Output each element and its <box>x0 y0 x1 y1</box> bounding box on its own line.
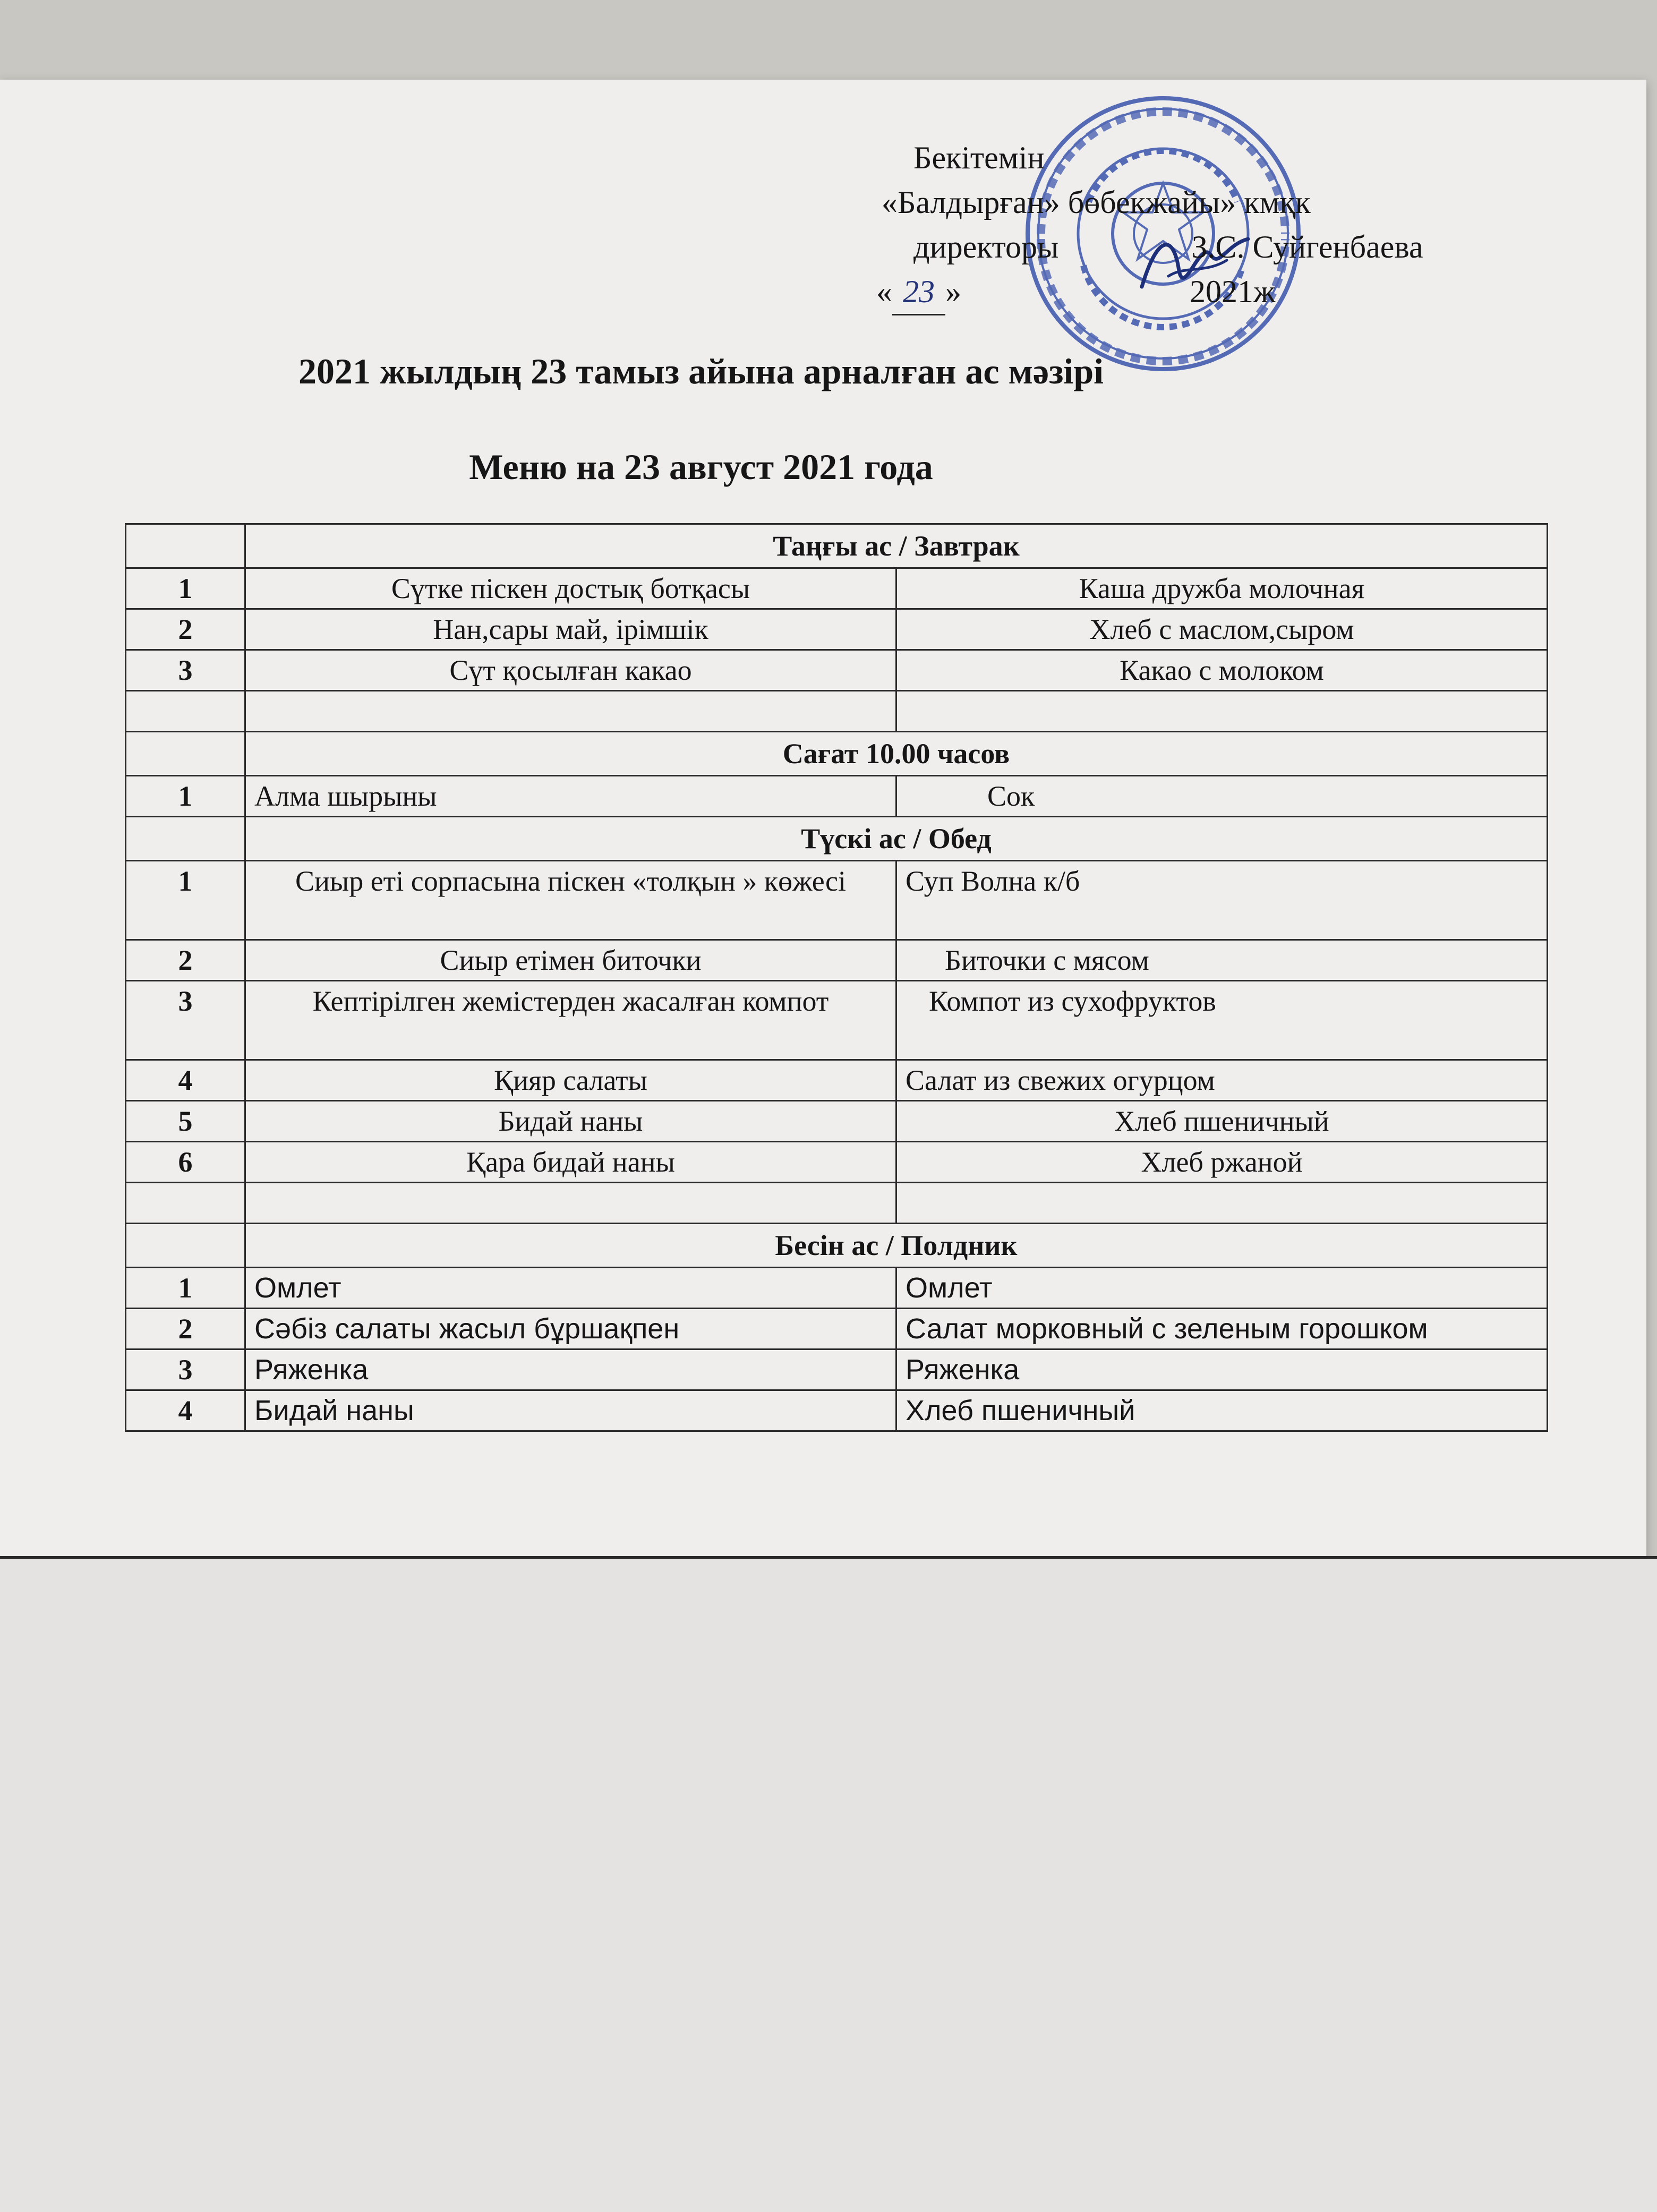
menu-title-russian: Меню на 23 август 2021 года <box>469 447 933 487</box>
row-number: 2 <box>126 609 245 650</box>
table-row <box>126 568 1548 609</box>
empty-row <box>126 691 1548 732</box>
table-row <box>126 609 1548 650</box>
table-row <box>126 940 1548 981</box>
section-header-lunch <box>126 817 1548 861</box>
section-header-afternoon <box>126 1224 1548 1268</box>
row-number: 3 <box>126 1350 245 1390</box>
dish-kazakh: Бидай наны <box>245 1390 896 1431</box>
section-heading: Бесін ас / Полдник <box>245 1224 1548 1268</box>
dish-kazakh: Кептірілген жемістерден жасалған компот <box>245 981 896 1060</box>
menu-table <box>125 523 1548 1432</box>
table-row <box>126 1309 1548 1350</box>
dish-russian: Суп Волна к/б <box>896 861 1548 940</box>
dish-kazakh: Сүтке піскен достық ботқасы <box>245 568 896 609</box>
table-row <box>126 1350 1548 1390</box>
approval-date-line <box>876 269 1423 315</box>
dish-kazakh: Сәбіз салаты жасыл бұршақпен <box>245 1309 896 1350</box>
dish-russian: Какао с молоком <box>896 650 1548 691</box>
table-row <box>126 1060 1548 1101</box>
dish-kazakh: Алма шырыны <box>245 776 896 817</box>
empty-row <box>126 1183 1548 1224</box>
row-number: 2 <box>126 1309 245 1350</box>
lower-paper-sheet <box>0 1556 1657 2212</box>
dish-kazakh: Қара бидай наны <box>245 1142 896 1183</box>
table-row <box>126 1101 1548 1142</box>
dish-kazakh: Ряженка <box>245 1350 896 1390</box>
row-number: 5 <box>126 1101 245 1142</box>
row-number: 4 <box>126 1060 245 1101</box>
approval-title: Бекітемін <box>913 140 1045 175</box>
row-number: 1 <box>126 1268 245 1309</box>
date-close-quote: » <box>945 274 961 309</box>
dish-russian: Омлет <box>896 1268 1548 1309</box>
approval-year: 2021ж <box>1190 274 1276 309</box>
dish-kazakh: Сүт қосылған какао <box>245 650 896 691</box>
menu-title-kazakh: 2021 жылдың 23 тамыз айына арналған ас мәзірі <box>298 351 1104 391</box>
dish-russian: Ряженка <box>896 1350 1548 1390</box>
approval-role: директоры <box>913 229 1059 264</box>
approval-day: 23 <box>892 269 945 315</box>
dish-russian: Хлеб с маслом,сыром <box>896 609 1548 650</box>
approval-block <box>876 135 1423 315</box>
table-row <box>126 861 1548 940</box>
dish-russian: Салат из свежих огурцом <box>896 1060 1548 1101</box>
section-heading: Таңғы ас / Завтрак <box>245 524 1548 568</box>
row-number: 1 <box>126 861 245 940</box>
table-row <box>126 1268 1548 1309</box>
row-number: 4 <box>126 1390 245 1431</box>
dish-kazakh: Сиыр етімен биточки <box>245 940 896 981</box>
row-number: 3 <box>126 981 245 1060</box>
table-row <box>126 650 1548 691</box>
dish-russian: Хлеб пшеничный <box>896 1101 1548 1142</box>
approval-organization: «Балдырған» бөбекжайы» кмқк <box>882 185 1311 220</box>
table-row <box>126 981 1548 1060</box>
table-row <box>126 1142 1548 1183</box>
dish-kazakh: Бидай наны <box>245 1101 896 1142</box>
dish-kazakh: Қияр салаты <box>245 1060 896 1101</box>
row-number: 1 <box>126 776 245 817</box>
table-row <box>126 1390 1548 1431</box>
approval-director-line <box>876 225 1423 269</box>
dish-russian: Хлеб пшеничный <box>896 1390 1548 1431</box>
section-header-breakfast <box>126 524 1548 568</box>
dish-russian: Хлеб ржаной <box>896 1142 1548 1183</box>
row-number: 2 <box>126 940 245 981</box>
date-open-quote: « <box>876 274 892 309</box>
dish-russian: Компот из сухофруктов <box>896 981 1548 1060</box>
table-row <box>126 776 1548 817</box>
section-header-snack <box>126 732 1548 776</box>
row-number: 6 <box>126 1142 245 1183</box>
dish-russian: Каша дружба молочная <box>896 568 1548 609</box>
dish-russian: Салат морковный с зеленым горошком <box>896 1309 1548 1350</box>
dish-russian: Сок <box>896 776 1548 817</box>
approval-name: З.С. Суйгенбаева <box>1191 229 1423 264</box>
row-number: 1 <box>126 568 245 609</box>
section-heading: Сағат 10.00 часов <box>245 732 1548 776</box>
row-number: 3 <box>126 650 245 691</box>
dish-kazakh: Сиыр еті сорпасына піскен «толқын » көжесі <box>245 861 896 940</box>
dish-russian: Биточки с мясом <box>896 940 1548 981</box>
dish-kazakh: Нан,сары май, ірімшік <box>245 609 896 650</box>
dish-kazakh: Омлет <box>245 1268 896 1309</box>
section-heading: Түскі ас / Обед <box>245 817 1548 861</box>
